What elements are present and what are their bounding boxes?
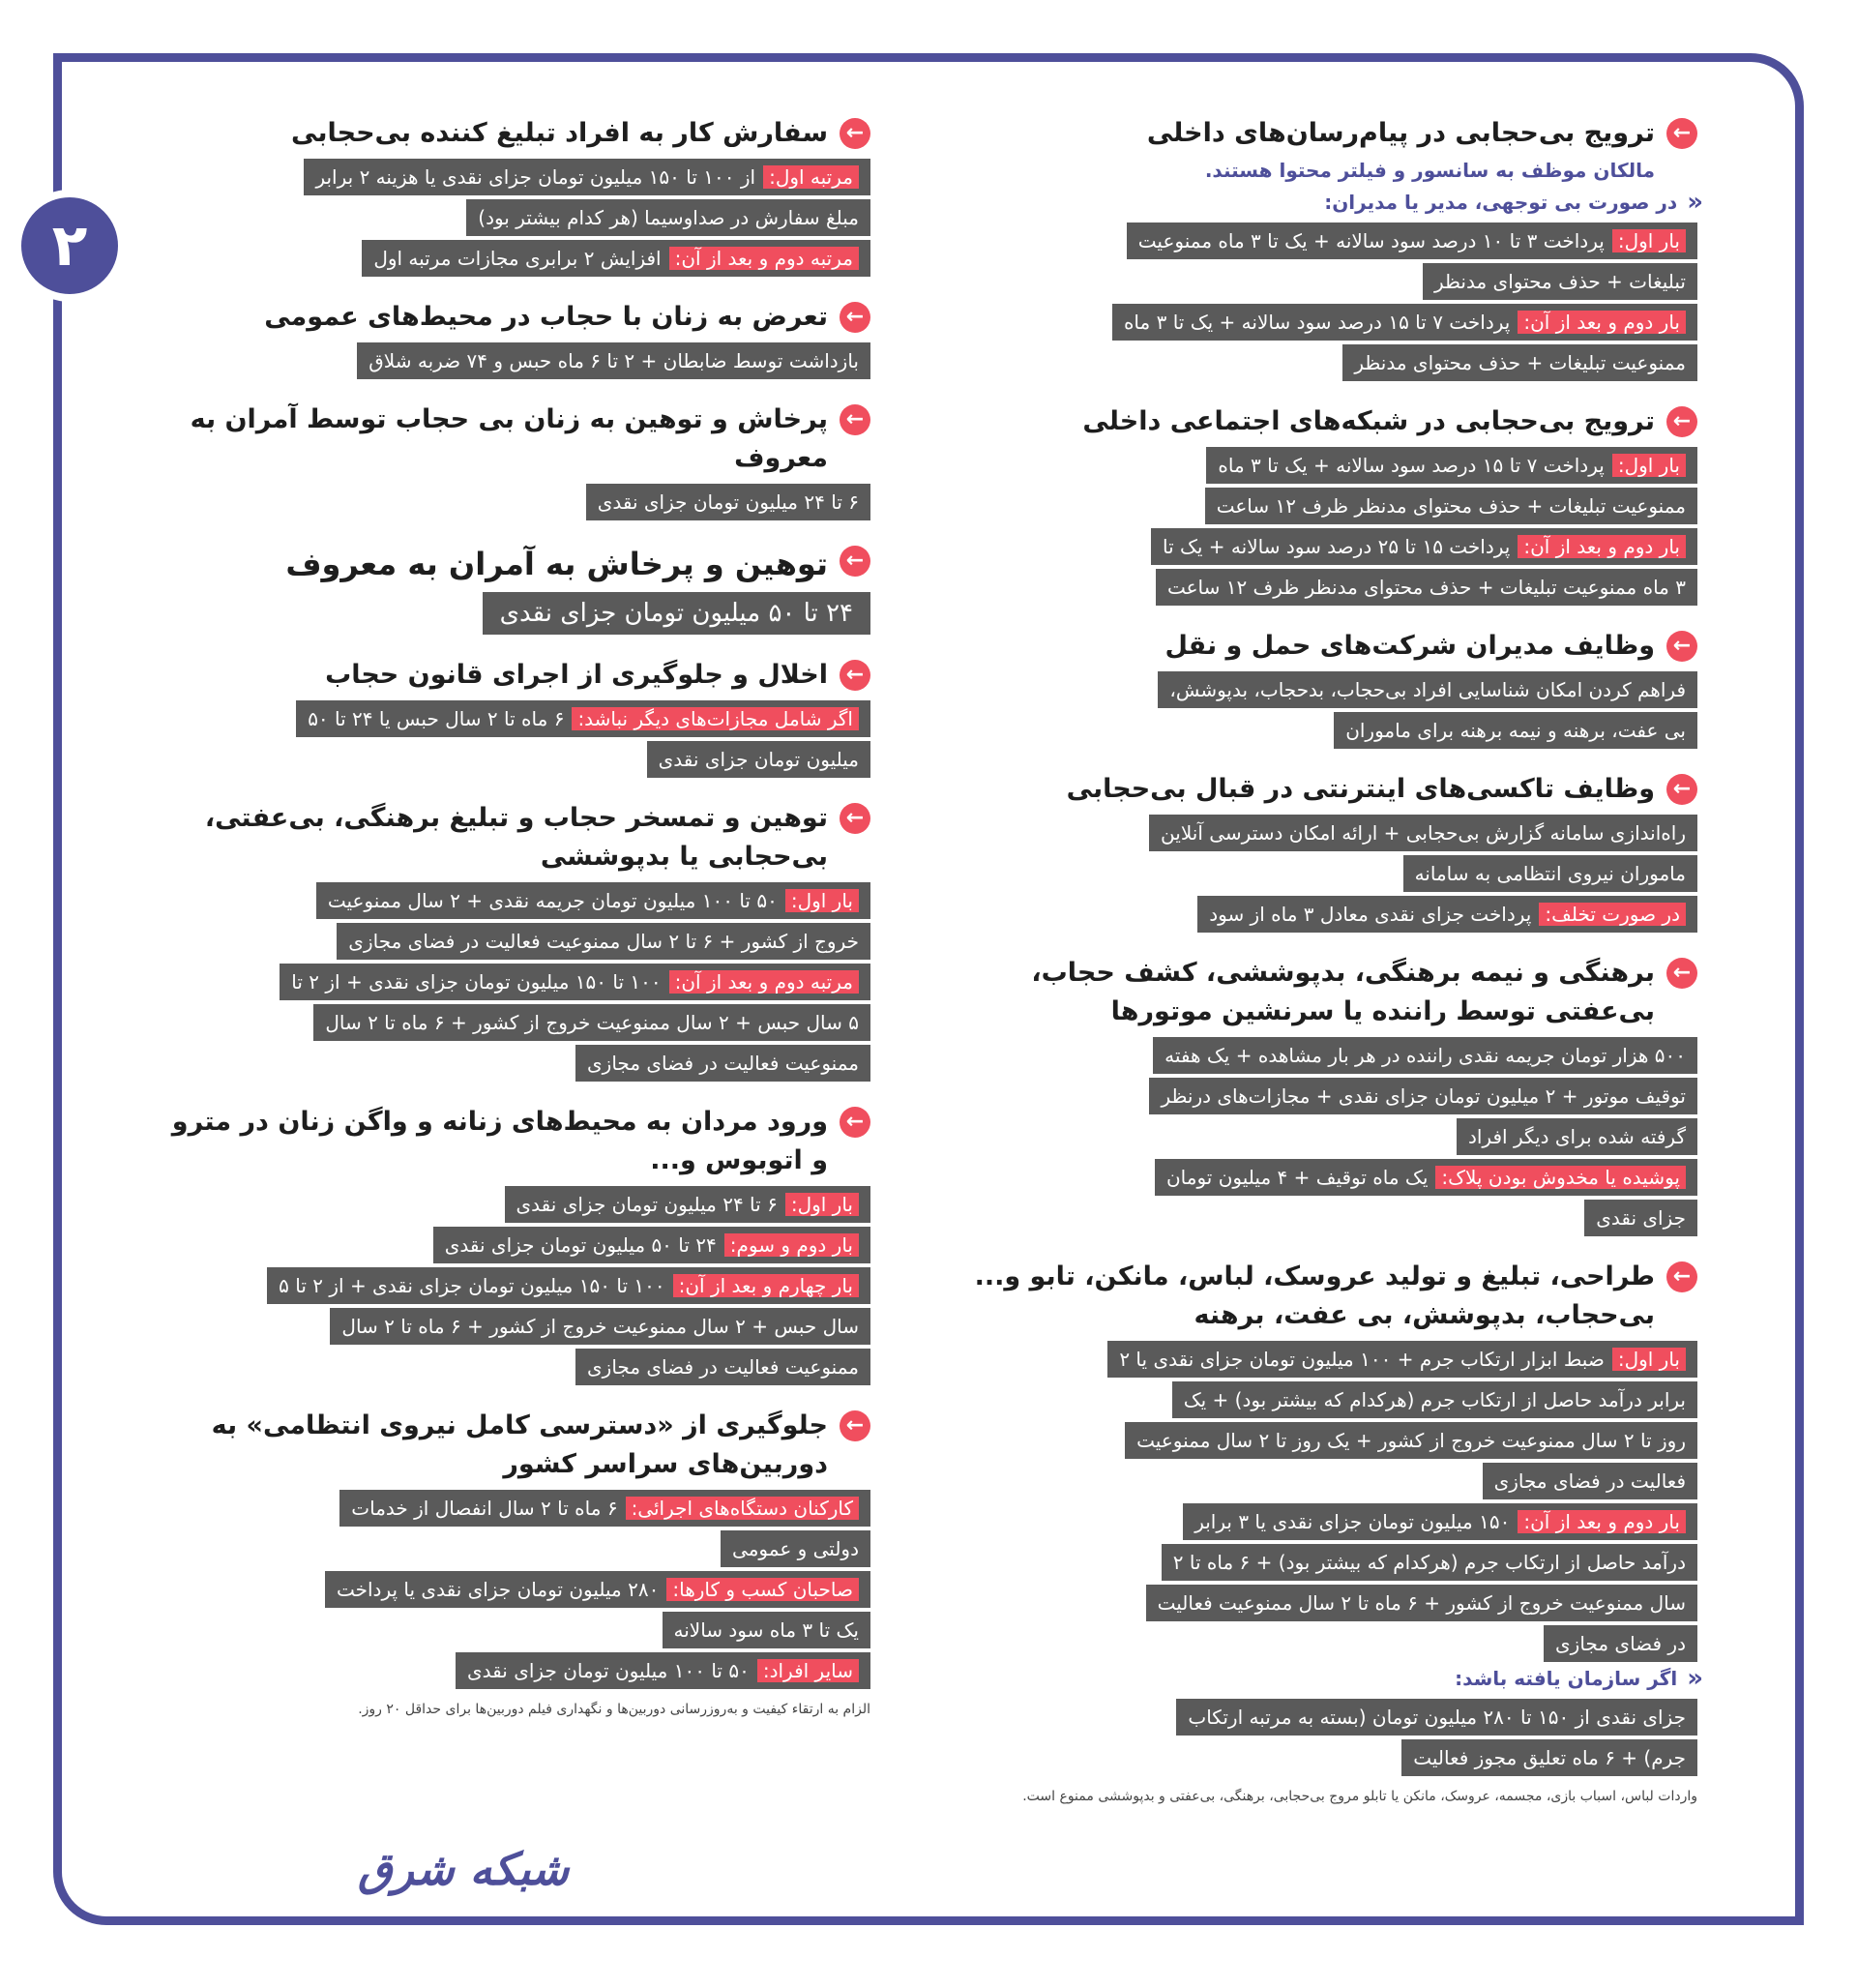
arrow-left-icon: ← <box>840 803 870 834</box>
penalty-line: جرم) + ۶ ماه تعلیق مجوز فعالیت <box>1401 1739 1697 1776</box>
penalty-tag: اگر شامل مجازات‌های دیگر نباشد: <box>572 707 859 730</box>
right-column <box>972 114 1697 1828</box>
section-dolls-mannequins <box>972 1258 1697 1807</box>
penalty-tag: مرتبه اول: <box>763 165 859 189</box>
section-title <box>972 1258 1697 1335</box>
line-text: پرداخت ۳ تا ۱۰ درصد سود سالانه + یک تا ۳ ماه ممنوعیت <box>1137 229 1605 252</box>
line-text: ۱۰۰ تا ۱۵۰ میلیون تومان جزای نقدی + از ۲ تا <box>291 970 662 994</box>
section-title <box>972 627 1697 666</box>
penalty-tag: بار اول: <box>785 1193 859 1216</box>
chev-text: در صورت بی توجهی، مدیر یا مدیران: <box>1324 191 1678 214</box>
penalty-line <box>1183 1503 1697 1540</box>
arrow-left-icon: ← <box>1666 631 1697 662</box>
penalty-line <box>1206 447 1697 484</box>
line-text: ۵۰ تا ۱۰۰ میلیون تومان جریمه نقدی + ۲ سال ممنوعیت <box>327 889 778 912</box>
penalty-tag: مرتبه دوم و بعد از آن: <box>669 247 859 270</box>
penalty-line: تبلیغات + حذف محتوای مدنظر <box>1423 263 1697 300</box>
line-text: افزایش ۲ برابری مجازات مرتبه اول <box>373 247 662 270</box>
penalty-line: در فضای مجازی <box>1544 1625 1697 1662</box>
section-title <box>155 542 870 586</box>
arrow-left-icon: ← <box>1666 1261 1697 1292</box>
title-text: سفارش کار به افراد تبلیغ کننده بی‌حجابی <box>291 118 828 148</box>
double-chevron-icon: « <box>1687 188 1697 217</box>
section-title <box>155 401 870 478</box>
line-text: پرداخت ۱۵ تا ۲۵ درصد سود سالانه + یک تا <box>1162 535 1511 558</box>
title-text: ترویج بی‌حجابی در پیام‌رسان‌های داخلی <box>1146 118 1655 148</box>
title-text: وظایف تاکسی‌های اینترنتی در قبال بی‌حجابی <box>1066 774 1655 804</box>
penalty-tag: بار اول: <box>1612 1348 1686 1371</box>
penalty-line: برابر درآمد حاصل از ارتکاب جرم (هرکدام که بیشتر بود) + یک <box>1172 1381 1697 1418</box>
line-text: ۱۰۰ تا ۱۵۰ میلیون تومان جزای نقدی + از ۲ تا ۵ <box>279 1274 665 1297</box>
penalty-line: میلیون تومان جزای نقدی <box>647 741 870 778</box>
penalty-tag: سایر افراد: <box>757 1659 859 1682</box>
penalty-line: فعالیت در فضای مجازی <box>1483 1463 1697 1499</box>
penalty-line <box>339 1490 870 1527</box>
line-text: پرداخت جزای نقدی معادل ۳ ماه از سود <box>1209 903 1532 926</box>
line-text: ۱۵۰ میلیون تومان جزای نقدی یا ۳ برابر <box>1194 1510 1511 1533</box>
arrow-left-icon: ← <box>840 404 870 435</box>
penalty-line: ممنوعیت فعالیت در فضای مجازی <box>575 1045 870 1082</box>
penalty-line <box>280 964 870 1000</box>
penalty-line: ممنوعیت تبلیغات + حذف محتوای مدنظر <box>1342 344 1697 381</box>
arrow-left-icon: ← <box>1666 958 1697 989</box>
penalty-line: جزای نقدی از ۱۵۰ تا ۲۸۰ میلیون تومان (بسته به مرتبه ارتکاب <box>1176 1699 1697 1736</box>
section-obstruction <box>155 656 870 778</box>
section-title <box>155 298 870 337</box>
penalty-line: روز تا ۲ سال ممنوعیت خروج از کشور + یک روز تا ۲ سال ممنوعیت <box>1125 1422 1697 1459</box>
penalty-line <box>1127 223 1697 259</box>
penalty-tag: بار دوم و بعد از آن: <box>1518 535 1686 558</box>
penalty-line: یک تا ۳ ماه سود سالانه <box>663 1612 871 1648</box>
penalty-line: ممنوعیت تبلیغات + حذف محتوای مدنظر ظرف ۱۲ ساعت <box>1205 488 1697 524</box>
title-text: وظایف مدیران شرکت‌های حمل و نقل <box>1164 631 1655 661</box>
penalty-line: خروج از کشور + ۶ تا ۲ سال ممنوعیت فعالیت در فضای مجازی <box>337 923 870 960</box>
penalty-line <box>1197 896 1697 933</box>
penalty-tag: بار اول: <box>1612 229 1686 252</box>
penalty-line: بی عفت، برهنه و نیمه برهنه برای ماموران <box>1334 712 1697 749</box>
penalty-line: بازداشت توسط ضابطان + ۲ تا ۶ ماه حبس و ۷۴ ضربه شلاق <box>357 342 870 379</box>
page-number-badge: ۲ <box>14 190 126 302</box>
section-assault-veiled-women <box>155 298 870 379</box>
penalty-line: سال حبس + ۲ سال ممنوعیت خروج از کشور + ۶ ماه تا ۲ سال <box>330 1308 870 1345</box>
section-ordering-work <box>155 114 870 277</box>
footnote: الزام به ارتقاء کیفیت و به‌روزرسانی دوربین‌ها و نگهداری فیلم دوربین‌ها برای حداقل ۲۰ روز. <box>358 1702 870 1717</box>
brand-logo: شبکه شرق <box>358 1843 570 1895</box>
title-text: تعرض به زنان با حجاب در محیط‌های عمومی <box>264 302 828 332</box>
penalty-line <box>362 240 870 277</box>
section-title <box>155 656 870 695</box>
section-men-in-women-areas <box>155 1103 870 1385</box>
section-title <box>155 114 870 153</box>
section-title <box>155 1103 870 1180</box>
arrow-left-icon: ← <box>1666 774 1697 805</box>
penalty-tag: بار دوم و بعد از آن: <box>1518 1510 1686 1533</box>
sub-note: مالکان موظف به سانسور و فیلتر محتوا هستند. <box>1204 159 1655 182</box>
title-text: اخلال و جلوگیری از اجرای قانون حجاب <box>325 660 828 690</box>
penalty-line: جزای نقدی <box>1584 1200 1697 1236</box>
arrow-left-icon: ← <box>840 546 870 577</box>
penalty-tag: صاحبان کسب و کارها: <box>666 1578 859 1601</box>
arrow-left-icon: ← <box>1666 118 1697 149</box>
chev-text: اگر سازمان یافته باشد: <box>1455 1667 1678 1690</box>
title-text: ورود مردان به محیط‌های زنانه و واگن زنان در مترو و اتوبوس و... <box>171 1107 828 1175</box>
section-insult-by-enforcers <box>155 401 870 520</box>
penalty-line: ماموران نیروی انتظامی به سامانه <box>1403 855 1697 892</box>
penalty-line: درآمد حاصل از ارتکاب جرم (هرکدام که بیشتر بود) + ۶ ماه تا ۲ <box>1162 1544 1697 1581</box>
penalty-line <box>505 1186 870 1223</box>
penalty-line <box>296 700 870 737</box>
arrow-left-icon: ← <box>840 1410 870 1441</box>
section-title <box>155 799 870 876</box>
penalty-line: فراهم کردن امکان شناسایی افراد بی‌حجاب، بدحجاب، بدپوشش، <box>1158 671 1697 708</box>
penalty-line <box>304 159 870 195</box>
arrow-left-icon: ← <box>840 302 870 333</box>
penalty-tag: بار دوم و بعد از آن: <box>1518 311 1686 334</box>
section-title <box>972 402 1697 441</box>
penalty-tag: بار چهارم و بعد از آن: <box>673 1274 859 1297</box>
penalty-line: گرفته شده برای دیگر افراد <box>1457 1118 1697 1155</box>
section-messengers <box>972 114 1697 381</box>
title-text: توهین و پرخاش به آمران به معروف <box>285 546 828 582</box>
left-column <box>155 114 870 1741</box>
penalty-line: مبلغ سفارش در صداوسیما (هر کدام بیشتر بود) <box>466 199 870 236</box>
penalty-line <box>1112 304 1697 341</box>
penalty-tag: مرتبه دوم و بعد از آن: <box>669 970 859 994</box>
penalty-tag: کارکنان دستگاه‌های اجرائی: <box>626 1497 859 1520</box>
line-text: ۲۴ تا ۵۰ میلیون تومان جزای نقدی <box>444 1233 717 1257</box>
title-text: برهنگی و نیمه برهنگی، بدپوششی، کشف حجاب، بی‌عفتی توسط راننده یا سرنشین موتورها <box>1031 958 1655 1026</box>
line-text: ۶ ماه تا ۲ سال حبس یا ۲۴ تا ۵۰ <box>308 707 565 730</box>
penalty-line: راه‌اندازی سامانه گزارش بی‌حجابی + ارائه امکان دسترسی آنلاین <box>1149 815 1697 851</box>
arrow-left-icon: ← <box>840 118 870 149</box>
penalty-tag: بار اول: <box>1612 454 1686 477</box>
penalty-tag: پوشیده یا مخدوش بودن پلاک: <box>1435 1166 1686 1189</box>
line-text: ۶ ماه تا ۲ سال انفصال از خدمات <box>351 1497 618 1520</box>
title-text: طراحی، تبلیغ و تولید عروسک، لباس، مانکن، تابو و... بی‌حجاب، بدپوشش، بی عفت، برهنه <box>974 1261 1655 1330</box>
section-title <box>155 1407 870 1484</box>
section-title <box>972 770 1697 809</box>
penalty-line: ممنوعیت فعالیت در فضای مجازی <box>575 1349 870 1385</box>
section-title <box>972 954 1697 1031</box>
penalty-line: ۲۴ تا ۵۰ میلیون تومان جزای نقدی <box>483 592 870 635</box>
arrow-left-icon: ← <box>840 1107 870 1138</box>
section-transport-companies <box>972 627 1697 749</box>
chevron-note <box>972 1664 1697 1693</box>
penalty-tag: بار اول: <box>785 889 859 912</box>
line-text: پرداخت ۷ تا ۱۵ درصد سود سالانه + یک تا ۳ ماه <box>1123 311 1511 334</box>
penalty-line <box>1151 528 1697 565</box>
line-text: ضبط ابزار ارتکاب جرم + ۱۰۰ میلیون تومان جزای نقدی یا ۲ <box>1119 1348 1605 1371</box>
section-title <box>972 114 1697 153</box>
penalty-line: سال ممنوعیت خروج از کشور + ۶ ماه تا ۲ سال ممنوعیت فعالیت <box>1146 1585 1697 1621</box>
penalty-line <box>1107 1341 1697 1378</box>
penalty-line: ۶ تا ۲۴ میلیون تومان جزای نقدی <box>586 484 870 520</box>
penalty-line: توقیف موتور + ۲ میلیون تومان جزای نقدی + مجازات‌های درنظر <box>1149 1078 1697 1114</box>
penalty-line: ۵ سال حبس + ۲ سال ممنوعیت خروج از کشور + ۶ ماه تا ۲ سال <box>313 1004 870 1041</box>
section-mocking-hijab <box>155 799 870 1082</box>
section-motorcycles <box>972 954 1697 1236</box>
penalty-line <box>325 1571 870 1608</box>
section-camera-access <box>155 1407 870 1720</box>
arrow-left-icon: ← <box>840 660 870 691</box>
section-online-taxis <box>972 770 1697 933</box>
line-text: ۲۸۰ میلیون تومان جزای نقدی یا پرداخت <box>336 1578 660 1601</box>
penalty-line: ۳ ماه ممنوعیت تبلیغات + حذف محتوای مدنظر ظرف ۱۲ ساعت <box>1156 569 1697 606</box>
penalty-line <box>316 882 870 919</box>
arrow-left-icon: ← <box>1666 406 1697 437</box>
section-social-networks <box>972 402 1697 606</box>
line-text: پرداخت ۷ تا ۱۵ درصد سود سالانه + یک تا ۳ ماه <box>1218 454 1605 477</box>
section-insult-enforcers <box>155 542 870 635</box>
title-text: ترویج بی‌حجابی در شبکه‌های اجتماعی داخلی <box>1082 406 1655 436</box>
title-text: توهین و تمسخر حجاب و تبلیغ برهنگی، بی‌عفتی، بی‌حجابی یا بدپوششی <box>204 803 828 872</box>
penalty-tag: در صورت تخلف: <box>1539 903 1686 926</box>
title-text: پرخاش و توهین به زنان بی حجاب توسط آمران به معروف <box>190 404 828 473</box>
title-text: جلوگیری از «دسترسی کامل نیروی انتظامی» به دوربین‌های سراسر کشور <box>211 1410 828 1479</box>
line-text: ۶ تا ۲۴ میلیون تومان جزای نقدی <box>516 1193 778 1216</box>
penalty-line <box>456 1652 870 1689</box>
double-chevron-icon: « <box>1687 1664 1697 1693</box>
line-text: یک ماه توقیف + ۴ میلیون تومان <box>1165 1166 1429 1189</box>
footnote: واردات لباس، اسباب بازی، مجسمه، عروسک، مانکن یا تابلو مروج بی‌حجابی، برهنگی، بی‌عفتی و بدپوششی ممنوع است. <box>1022 1789 1697 1804</box>
penalty-line <box>267 1267 870 1304</box>
penalty-line: دولتی و عمومی <box>721 1530 870 1567</box>
penalty-line: ۵۰۰ هزار تومان جریمه نقدی راننده در هر بار مشاهده + یک هفته <box>1153 1037 1697 1074</box>
line-text: ۵۰ تا ۱۰۰ میلیون تومان جزای نقدی <box>467 1659 750 1682</box>
penalty-line <box>1155 1159 1697 1196</box>
penalty-tag: بار دوم و سوم: <box>724 1233 859 1257</box>
penalty-line <box>433 1227 870 1263</box>
chevron-note <box>972 188 1697 217</box>
line-text: از ۱۰۰ تا ۱۵۰ میلیون تومان جزای نقدی یا هزینه ۲ برابر <box>315 165 756 189</box>
